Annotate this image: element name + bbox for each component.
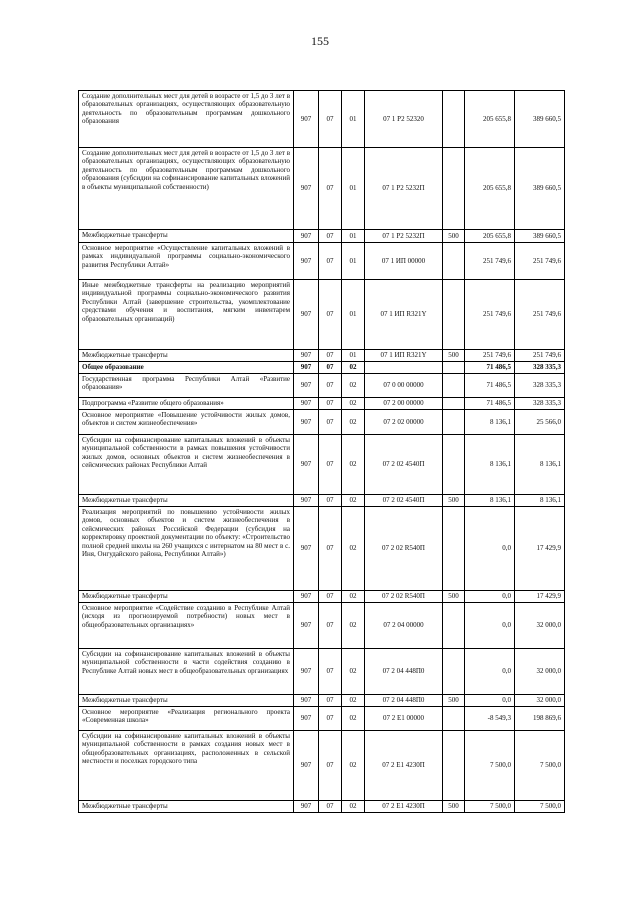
table-row (79, 507, 565, 591)
row-target-article-cell: 07 2 E1 4230П (365, 801, 443, 813)
row-grbs-cell: 907 (294, 591, 319, 603)
row-expense-type-cell (443, 731, 465, 801)
row-subsection-cell: 01 (342, 243, 365, 280)
row-expense-type-cell (443, 507, 465, 591)
row-grbs-cell: 907 (294, 91, 319, 148)
row-target-article-cell: 07 1 P2 5232П (365, 148, 443, 230)
row-grbs-cell: 907 (294, 435, 319, 495)
row-expense-type-cell: 500 (443, 695, 465, 707)
row-target-article-cell: 07 2 04 448П0 (365, 649, 443, 695)
row-amount-first-cell: 71 486,5 (465, 362, 515, 374)
row-expense-type-cell (443, 91, 465, 148)
table-row (79, 603, 565, 649)
row-grbs-cell: 907 (294, 495, 319, 507)
row-target-article-cell: 07 2 00 00000 (365, 398, 443, 410)
row-name-cell: Межбюджетные трансферты (79, 230, 294, 243)
row-expense-type-cell (443, 410, 465, 435)
row-section-cell: 07 (319, 398, 342, 410)
row-amount-first-cell: -8 549,3 (465, 707, 515, 731)
row-subsection-cell: 02 (342, 410, 365, 435)
row-subsection-cell: 02 (342, 649, 365, 695)
row-name-cell: Субсидии на софинансирование капитальных вложений в объекты муниципальной собственности в рамках повышения устойчивости жилых домов, основных объектов и систем жизнеобеспечения в сейсмических районах Республики Алтай (79, 435, 294, 495)
row-amount-second-cell: 8 136,1 (515, 435, 565, 495)
row-name-cell: Создание дополнительных мест для детей в возрасте от 1,5 до 3 лет в образовательных организациях, осуществляющих образовательную деятельность по образовательным программам дошкольного образования (субсидии на софинансирование капитальных вложений в объекты муниципальной собственности) (79, 148, 294, 230)
row-target-article-cell: 07 1 ИП 00000 (365, 243, 443, 280)
row-subsection-cell: 01 (342, 280, 365, 350)
row-subsection-cell: 02 (342, 495, 365, 507)
table-row (79, 410, 565, 435)
row-amount-first-cell: 251 749,6 (465, 280, 515, 350)
row-amount-first-cell: 0,0 (465, 603, 515, 649)
row-amount-first-cell: 71 486,5 (465, 374, 515, 398)
row-name-cell: Межбюджетные трансферты (79, 695, 294, 707)
row-grbs-cell: 907 (294, 350, 319, 362)
row-subsection-cell: 02 (342, 603, 365, 649)
row-subsection-cell: 02 (342, 398, 365, 410)
row-amount-first-cell: 7 500,0 (465, 801, 515, 813)
row-expense-type-cell: 500 (443, 350, 465, 362)
table-row (79, 649, 565, 695)
row-amount-first-cell: 7 500,0 (465, 731, 515, 801)
row-target-article-cell: 07 2 04 00000 (365, 603, 443, 649)
row-section-cell: 07 (319, 230, 342, 243)
row-amount-second-cell: 8 136,1 (515, 495, 565, 507)
row-expense-type-cell (443, 649, 465, 695)
row-subsection-cell: 02 (342, 374, 365, 398)
row-amount-second-cell: 32 000,0 (515, 649, 565, 695)
row-name-cell: Основное мероприятие «Повышение устойчивости жилых домов, объектов и систем жизнеобеспечения» (79, 410, 294, 435)
row-target-article-cell: 07 1 ИП R321Y (365, 350, 443, 362)
table-row (79, 707, 565, 731)
row-amount-second-cell: 251 749,6 (515, 243, 565, 280)
row-name-cell: Основное мероприятие «Содействие созданию в Республике Алтай (исходя из прогнозируемой потребности) новых мест в общеобразовательных организациях» (79, 603, 294, 649)
row-amount-first-cell: 0,0 (465, 695, 515, 707)
row-grbs-cell: 907 (294, 707, 319, 731)
row-section-cell: 07 (319, 148, 342, 230)
row-expense-type-cell: 500 (443, 495, 465, 507)
row-section-cell: 07 (319, 435, 342, 495)
row-name-cell: Создание дополнительных мест для детей в возрасте от 1,5 до 3 лет в образовательных организациях, осуществляющих образовательную деятельность по образовательным программам дошкольного образования (79, 91, 294, 148)
table-row (79, 243, 565, 280)
row-expense-type-cell (443, 280, 465, 350)
row-subsection-cell: 02 (342, 731, 365, 801)
row-subsection-cell: 01 (342, 230, 365, 243)
row-section-cell: 07 (319, 243, 342, 280)
table-row (79, 230, 565, 243)
row-grbs-cell: 907 (294, 801, 319, 813)
row-amount-second-cell: 389 660,5 (515, 91, 565, 148)
page-number: 155 (311, 34, 329, 48)
row-target-article-cell (365, 362, 443, 374)
row-amount-first-cell: 8 136,1 (465, 495, 515, 507)
row-name-cell: Государственная программа Республики Алтай «Развитие образования» (79, 374, 294, 398)
row-amount-second-cell: 328 335,3 (515, 374, 565, 398)
table-row (79, 591, 565, 603)
row-target-article-cell: 07 2 02 R540П (365, 591, 443, 603)
row-name-cell: Субсидии на софинансирование капитальных вложений в объекты муниципальной собственности в рамках создания новых мест в общеобразовательных организациях, расположенных в сельской местности и поселках городского типа (79, 731, 294, 801)
row-subsection-cell: 01 (342, 148, 365, 230)
row-subsection-cell: 01 (342, 91, 365, 148)
row-section-cell: 07 (319, 507, 342, 591)
row-amount-second-cell: 328 335,3 (515, 362, 565, 374)
row-expense-type-cell (443, 398, 465, 410)
row-grbs-cell: 907 (294, 230, 319, 243)
row-amount-first-cell: 251 749,6 (465, 243, 515, 280)
row-target-article-cell: 07 1 P2 52320 (365, 91, 443, 148)
row-expense-type-cell (443, 362, 465, 374)
table-row (79, 801, 565, 813)
row-grbs-cell: 907 (294, 362, 319, 374)
row-grbs-cell: 907 (294, 148, 319, 230)
row-amount-first-cell: 205 655,8 (465, 91, 515, 148)
row-name-cell: Межбюджетные трансферты (79, 801, 294, 813)
row-name-cell: Межбюджетные трансферты (79, 495, 294, 507)
table-row (79, 695, 565, 707)
table-row (79, 148, 565, 230)
row-amount-first-cell: 205 655,8 (465, 230, 515, 243)
row-section-cell: 07 (319, 649, 342, 695)
row-grbs-cell: 907 (294, 507, 319, 591)
row-subsection-cell: 01 (342, 350, 365, 362)
row-target-article-cell: 07 2 02 R540П (365, 507, 443, 591)
row-expense-type-cell (443, 707, 465, 731)
row-target-article-cell: 07 2 04 448П0 (365, 695, 443, 707)
row-target-article-cell: 07 2 E1 00000 (365, 707, 443, 731)
row-expense-type-cell: 500 (443, 801, 465, 813)
row-section-cell: 07 (319, 591, 342, 603)
row-target-article-cell: 07 2 02 4540П (365, 495, 443, 507)
row-amount-first-cell: 251 749,6 (465, 350, 515, 362)
row-subsection-cell: 02 (342, 362, 365, 374)
row-target-article-cell: 07 2 02 00000 (365, 410, 443, 435)
row-amount-second-cell: 389 660,5 (515, 230, 565, 243)
row-grbs-cell: 907 (294, 280, 319, 350)
row-amount-second-cell: 17 429,9 (515, 507, 565, 591)
row-amount-second-cell: 32 000,0 (515, 603, 565, 649)
row-section-cell: 07 (319, 362, 342, 374)
row-subsection-cell: 02 (342, 435, 365, 495)
row-grbs-cell: 907 (294, 731, 319, 801)
row-name-cell: Межбюджетные трансферты (79, 591, 294, 603)
table-row (79, 350, 565, 362)
row-name-cell: Реализация мероприятий по повышению устойчивости жилых домов, основных объектов и систем жизнеобеспечения в сейсмических районах Российской Федерации (субсидия на корректировку проектной документации по объекту: «Строительство полной средней школы на 260 учащихся с интернатом на 80 мест в с. Иня, Онгудайского района, Республики Алтай») (79, 507, 294, 591)
row-expense-type-cell (443, 243, 465, 280)
row-amount-second-cell: 389 660,5 (515, 148, 565, 230)
row-section-cell: 07 (319, 707, 342, 731)
row-section-cell: 07 (319, 374, 342, 398)
row-amount-second-cell: 7 500,0 (515, 731, 565, 801)
row-grbs-cell: 907 (294, 695, 319, 707)
table-row (79, 731, 565, 801)
table-row (79, 435, 565, 495)
row-expense-type-cell: 500 (443, 230, 465, 243)
row-name-cell: Основное мероприятие «Реализация регионального проекта «Современная школа» (79, 707, 294, 731)
row-subsection-cell: 02 (342, 591, 365, 603)
table-row (79, 362, 565, 374)
row-subsection-cell: 02 (342, 695, 365, 707)
row-amount-first-cell: 205 655,8 (465, 148, 515, 230)
row-expense-type-cell (443, 374, 465, 398)
row-name-cell: Подпрограмма «Развитие общего образования» (79, 398, 294, 410)
row-section-cell: 07 (319, 495, 342, 507)
row-amount-second-cell: 17 429,9 (515, 591, 565, 603)
row-grbs-cell: 907 (294, 410, 319, 435)
row-section-cell: 07 (319, 350, 342, 362)
row-amount-second-cell: 251 749,6 (515, 350, 565, 362)
table-row (79, 280, 565, 350)
row-section-cell: 07 (319, 280, 342, 350)
row-section-cell: 07 (319, 695, 342, 707)
row-grbs-cell: 907 (294, 243, 319, 280)
row-amount-second-cell: 198 869,6 (515, 707, 565, 731)
row-section-cell: 07 (319, 410, 342, 435)
row-section-cell: 07 (319, 731, 342, 801)
row-subsection-cell: 02 (342, 707, 365, 731)
table-row (79, 495, 565, 507)
row-subsection-cell: 02 (342, 801, 365, 813)
row-grbs-cell: 907 (294, 603, 319, 649)
row-grbs-cell: 907 (294, 374, 319, 398)
row-section-cell: 07 (319, 801, 342, 813)
row-target-article-cell: 07 0 00 00000 (365, 374, 443, 398)
row-target-article-cell: 07 2 02 4540П (365, 435, 443, 495)
row-amount-first-cell: 8 136,1 (465, 410, 515, 435)
row-name-cell: Субсидии на софинансирование капитальных вложений в объекты муниципальной собственности в части содействия созданию в Республике Алтай новых мест в общеобразовательных организациях (79, 649, 294, 695)
row-amount-first-cell: 71 486,5 (465, 398, 515, 410)
row-expense-type-cell: 500 (443, 591, 465, 603)
row-section-cell: 07 (319, 603, 342, 649)
row-grbs-cell: 907 (294, 649, 319, 695)
row-amount-second-cell: 7 500,0 (515, 801, 565, 813)
row-amount-first-cell: 8 136,1 (465, 435, 515, 495)
row-section-cell: 07 (319, 91, 342, 148)
row-name-cell: Иные межбюджетные трансферты на реализацию мероприятий индивидуальной программы социально-экономического развития Республики Алтай (завершение строительства, укомплектование средствами обучения и воспитания, мягким инвентарем образовательных организаций) (79, 280, 294, 350)
row-amount-second-cell: 32 000,0 (515, 695, 565, 707)
row-expense-type-cell (443, 603, 465, 649)
row-name-cell: Межбюджетные трансферты (79, 350, 294, 362)
table-row (79, 374, 565, 398)
row-target-article-cell: 07 1 ИП R321Y (365, 280, 443, 350)
row-amount-first-cell: 0,0 (465, 649, 515, 695)
row-expense-type-cell (443, 148, 465, 230)
row-amount-second-cell: 328 335,3 (515, 398, 565, 410)
row-name-cell: Основное мероприятие «Осуществление капитальных вложений в рамках индивидуальной программы социально-экономического развития Республики Алтай» (79, 243, 294, 280)
budget-table (78, 90, 565, 813)
row-grbs-cell: 907 (294, 398, 319, 410)
row-subsection-cell: 02 (342, 507, 365, 591)
row-amount-second-cell: 251 749,6 (515, 280, 565, 350)
row-name-cell: Общее образование (79, 362, 294, 374)
row-target-article-cell: 07 2 E1 4230П (365, 731, 443, 801)
row-expense-type-cell (443, 435, 465, 495)
table-row (79, 91, 565, 148)
row-amount-first-cell: 0,0 (465, 591, 515, 603)
table-row (79, 398, 565, 410)
row-amount-second-cell: 25 566,0 (515, 410, 565, 435)
row-amount-first-cell: 0,0 (465, 507, 515, 591)
row-target-article-cell: 07 1 P2 5232П (365, 230, 443, 243)
